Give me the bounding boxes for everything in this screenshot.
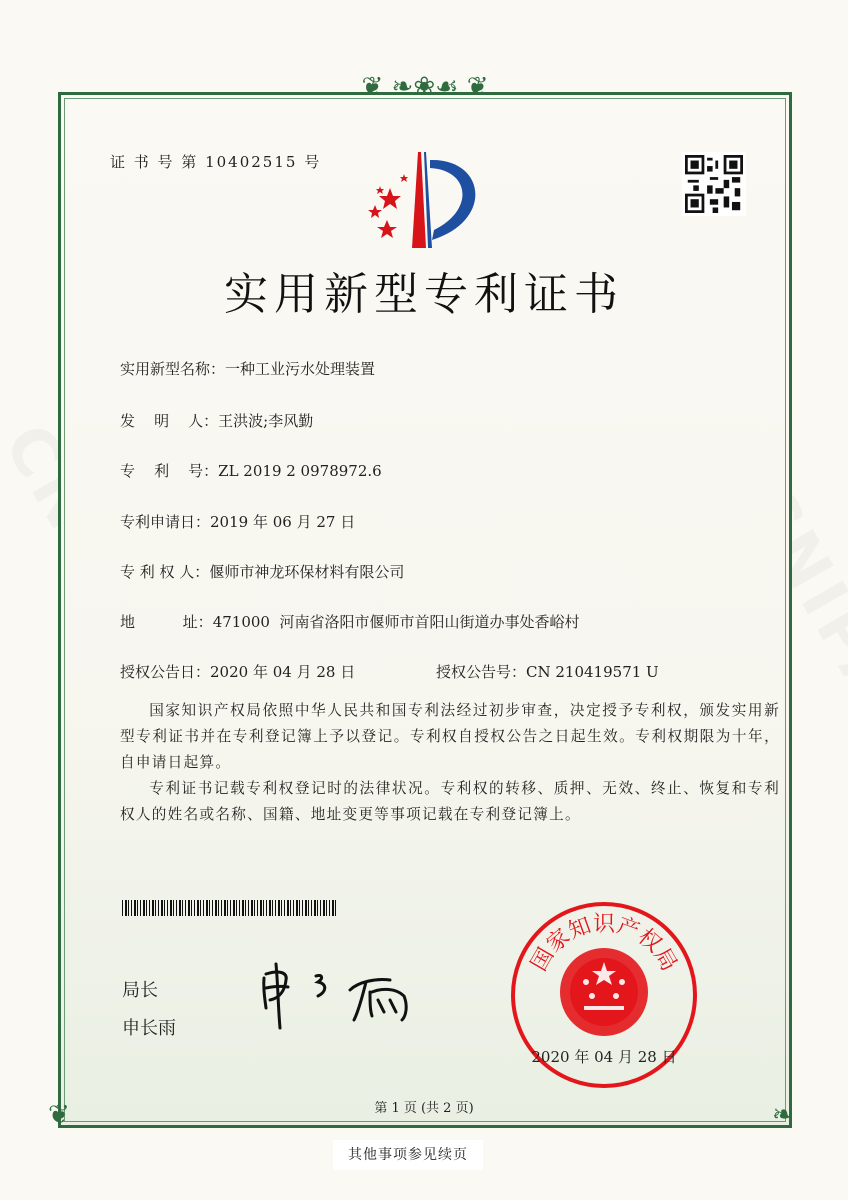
field-value: ZL 2019 2 0978972.6 [218,462,382,480]
field-value: 2020 年 04 月 28 日 [210,663,356,681]
field-patentee [120,561,404,582]
field-value: 2019 年 06 月 27 日 [210,513,356,531]
director-signature [258,960,438,1030]
barcode [122,900,337,916]
cnipa-logo-icon [360,150,490,250]
continuation-note: 其他事项参见续页 [333,1140,483,1170]
field-label: 发 明 人： [120,412,219,430]
field-value: CN 210419571 U [526,663,659,681]
seal-character: 知 [565,913,595,945]
seal-date: 2020 年 04 月 28 日 [531,1048,677,1066]
body-paragraph: 专利证书记载专利权登记时的法律状况。专利权的转移、质押、无效、终止、恢复和专利权人的姓名或名称、国籍、地址变更等事项记载在专利登记簿上。 [120,780,780,823]
field-label: 专 利 权 人： [120,563,210,581]
field-label: 地 址： [120,613,213,631]
body-paragraph: 国家知识产权局依照中华人民共和国专利法经过初步审查，决定授予专利权，颁发实用新型专利证书并在专利登记簿上予以登记。专利权自授权公告之日起生效。专利权期限为十年，自申请日起算。 [120,702,780,771]
field-label: 专利申请日： [120,513,211,531]
field-application-date [120,511,355,532]
seal-character: 家 [542,924,576,958]
field-label: 授权公告号： [436,663,527,681]
field-announcement-date [120,661,355,682]
field-value: 一种工业污水处理装置 [225,360,376,378]
qr-code[interactable] [682,152,746,216]
seal-character: 识 [592,912,616,937]
seal-character: 产 [613,913,643,945]
seal-character: 国 [526,943,560,976]
director-name: 申长雨 [122,1018,176,1039]
ornament-top-icon: ❦ ❧❀☙ ❦ [361,72,489,102]
ornament-bottom-right-icon: ❧ [772,1100,794,1130]
director-title: 局长 [122,980,158,1001]
page-title: 实用新型专利证书 [224,269,624,320]
official-seal [508,900,700,1090]
field-label: 实用新型名称： [120,360,226,378]
page-indicator: 第 1 页 (共 2 页) [374,1101,474,1116]
certificate-body [120,698,780,828]
field-announcement-number [436,661,659,682]
certificate-number: 证 书 号 第 10402515 号 [110,153,322,171]
field-value: 471000 河南省洛阳市偃师市首阳山街道办事处香峪村 [212,613,580,631]
seal-character: 权 [632,924,666,958]
field-value: 王洪波;李风勤 [218,412,314,430]
field-address [120,611,580,632]
seal-character: 局 [648,943,682,976]
field-inventor [120,410,313,431]
field-utility-model-name [120,358,375,379]
field-patent-number [120,460,382,481]
ornament-bottom-left-icon: ❦ [48,1100,70,1130]
field-label: 专 利 号： [120,462,219,480]
field-label: 授权公告日： [120,663,211,681]
field-value: 偃师市神龙环保材料有限公司 [209,563,405,581]
